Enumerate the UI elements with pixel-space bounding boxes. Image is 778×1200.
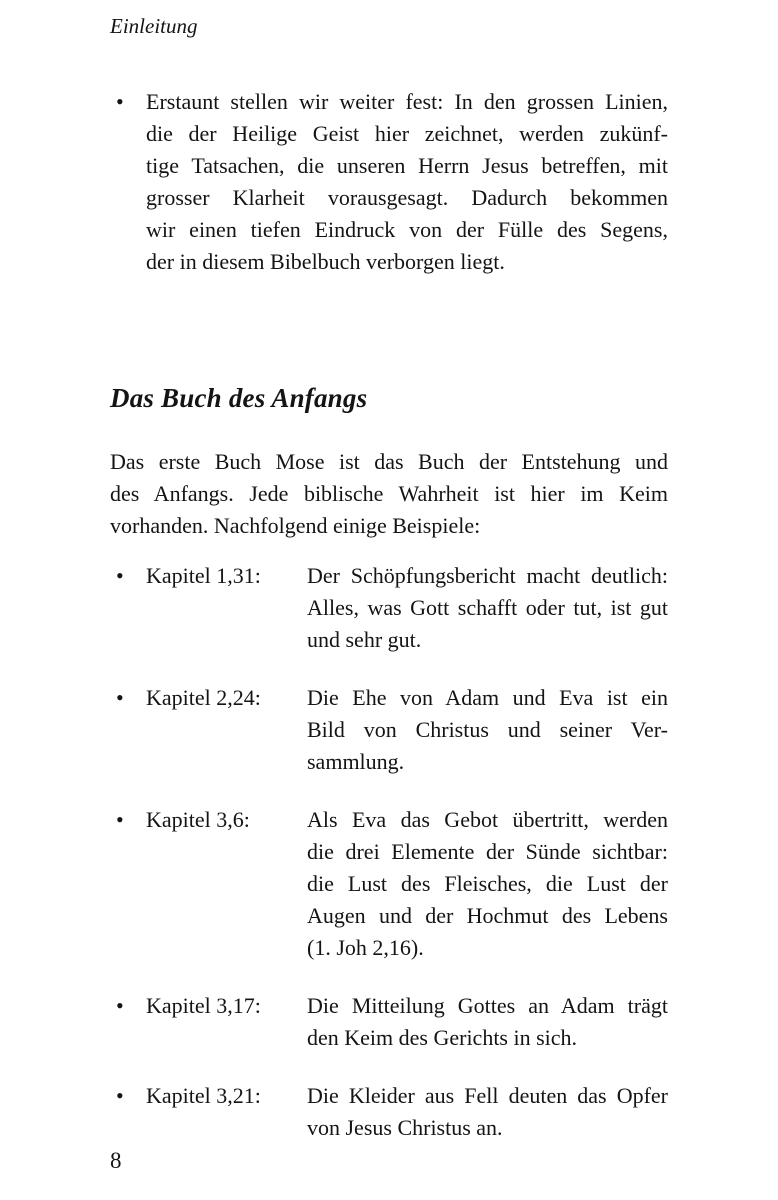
bullet-icon: • bbox=[116, 993, 124, 1018]
intro-bullet-item bbox=[110, 86, 668, 278]
text-line: von Jesus Christus an. bbox=[307, 1115, 503, 1140]
text-line: vorhanden. Nachfolgend einige Beispiele: bbox=[110, 513, 481, 538]
text-line: die drei Elemente der Sünde sichtbar: bbox=[307, 839, 668, 864]
text-line: Erstaunt stellen wir weiter fest: In den grossen Linien, bbox=[146, 89, 668, 114]
bullet-icon: • bbox=[116, 89, 124, 114]
text-line: Alles, was Gott schafft oder tut, ist gut bbox=[307, 595, 668, 620]
text-line: die Lust des Fleisches, die Lust der bbox=[307, 871, 668, 896]
list-item-kapitel-2-24 bbox=[110, 682, 668, 778]
text-line: (1. Joh 2,16). bbox=[307, 935, 424, 960]
text-line: Bild von Christus und seiner Ver- bbox=[307, 717, 668, 742]
intro-bullet-text bbox=[146, 86, 668, 278]
list-item-kapitel-3-21 bbox=[110, 1080, 668, 1144]
text-line: Die Mitteilung Gottes an Adam trägt bbox=[307, 993, 668, 1018]
text-line: sammlung. bbox=[307, 749, 405, 774]
text-line: grosser Klarheit vorausgesagt. Dadurch bekommen bbox=[146, 185, 668, 210]
kapitel-description bbox=[307, 1080, 668, 1144]
bullet-icon: • bbox=[116, 685, 124, 710]
kapitel-description bbox=[307, 560, 668, 656]
kapitel-label: Kapitel 1,31: bbox=[146, 563, 261, 588]
kapitel-label: Kapitel 3,6: bbox=[146, 807, 250, 832]
text-line: der in diesem Bibelbuch verborgen liegt. bbox=[146, 249, 505, 274]
text-line: die der Heilige Geist hier zeichnet, werden zukünf- bbox=[146, 121, 668, 146]
kapitel-label: Kapitel 3,17: bbox=[146, 993, 261, 1018]
text-line: wir einen tiefen Eindruck von der Fülle des Segens, bbox=[146, 217, 668, 242]
text-line: Augen und der Hochmut des Lebens bbox=[307, 903, 668, 928]
list-item-kapitel-1-31 bbox=[110, 560, 668, 656]
page-number: 8 bbox=[110, 1148, 122, 1173]
kapitel-list bbox=[110, 560, 668, 1144]
kapitel-description bbox=[307, 682, 668, 778]
section-heading: Das Buch des Anfangs bbox=[110, 383, 368, 413]
kapitel-label: Kapitel 2,24: bbox=[146, 685, 261, 710]
text-line: des Anfangs. Jede biblische Wahrheit ist hier im Keim bbox=[110, 481, 668, 506]
text-line: den Keim des Gerichts in sich. bbox=[307, 1025, 578, 1050]
text-line: Als Eva das Gebot übertritt, werden bbox=[307, 807, 668, 832]
running-header: Einleitung bbox=[110, 14, 198, 38]
text-line: Der Schöpfungsbericht macht deutlich: bbox=[307, 563, 668, 588]
list-item-kapitel-3-6 bbox=[110, 804, 668, 964]
text-line: Das erste Buch Mose ist das Buch der Entstehung und bbox=[110, 449, 668, 474]
bullet-icon: • bbox=[116, 563, 124, 588]
section-intro-paragraph bbox=[110, 446, 668, 542]
kapitel-description bbox=[307, 990, 668, 1054]
text-line: und sehr gut. bbox=[307, 627, 422, 652]
bullet-icon: • bbox=[116, 807, 124, 832]
kapitel-label: Kapitel 3,21: bbox=[146, 1083, 261, 1108]
list-item-kapitel-3-17 bbox=[110, 990, 668, 1054]
bullet-icon: • bbox=[116, 1083, 124, 1108]
text-line: Die Kleider aus Fell deuten das Opfer bbox=[307, 1083, 668, 1108]
kapitel-description bbox=[307, 804, 668, 964]
text-line: Die Ehe von Adam und Eva ist ein bbox=[307, 685, 668, 710]
text-line: tige Tatsachen, die unseren Herrn Jesus betreffen, mit bbox=[146, 153, 668, 178]
